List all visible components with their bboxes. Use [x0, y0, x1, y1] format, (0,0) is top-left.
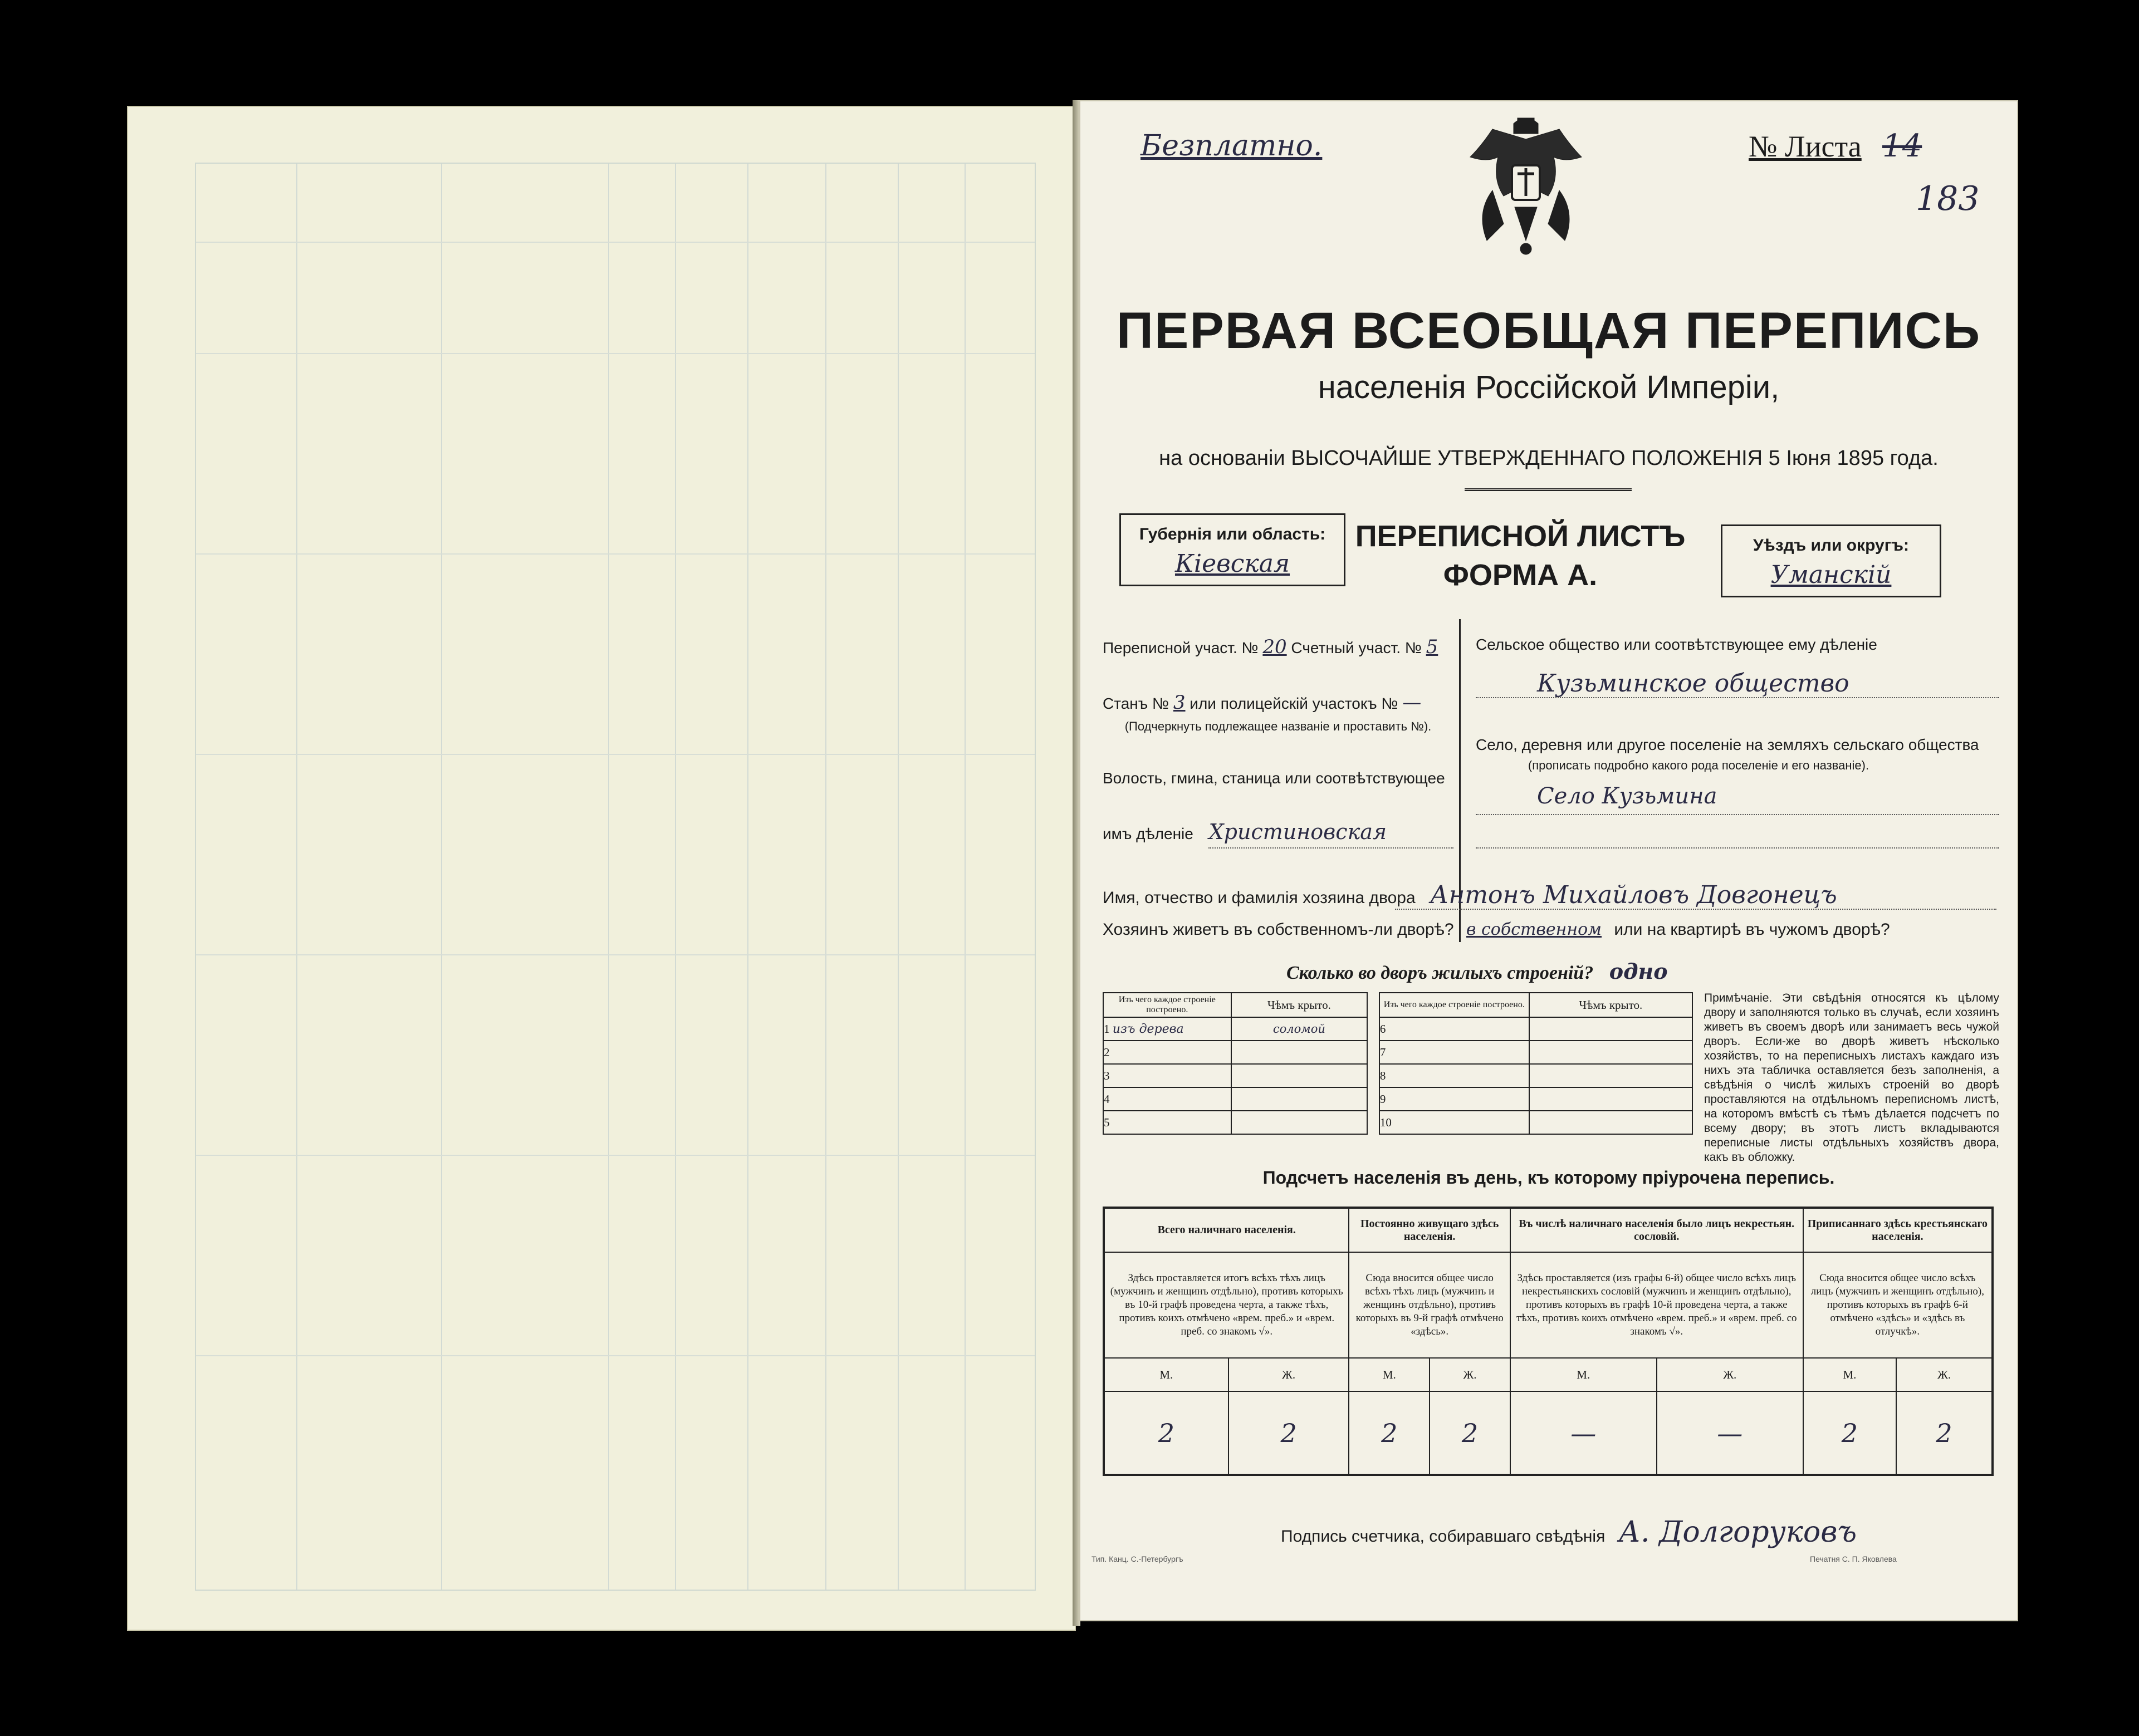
census-district-row — [1103, 636, 1453, 658]
pop-col-desc: Сюда вносится общее число всѣхъ тѣхъ лицъ (мужчинъ и женщинъ отдѣльно), противъ которыхъ въ 9-й графѣ отмѣчено «здѣсь». — [1349, 1252, 1510, 1358]
male-count: 2 — [1803, 1391, 1896, 1475]
owner-lives-row — [1103, 920, 1890, 939]
grid-line — [747, 164, 748, 1590]
grid-line — [196, 242, 1035, 243]
female-count: 2 — [1228, 1391, 1349, 1475]
roof-value — [1231, 1041, 1368, 1064]
owner-name-value: Антонъ Михайловъ Довгонецъ — [1430, 881, 1837, 909]
table-row — [1103, 1017, 1692, 1041]
rural-society-line — [1476, 697, 1999, 698]
buildings-row — [1286, 959, 1668, 984]
form-legal-basis: на основаніи ВЫСОЧАЙШЕ УТВЕРЖДЕННАГО ПОЛОЖЕНІЯ 5 Іюня 1895 года. — [1159, 447, 1939, 470]
province-box — [1119, 513, 1345, 586]
police-label: или полицейскій участокъ № — [1190, 695, 1398, 712]
sheet-number-value: 14 — [1882, 128, 1922, 164]
owner-name-line — [1395, 909, 1996, 910]
male-count: 2 — [1104, 1391, 1228, 1475]
pop-col-desc: Здѣсь проставляется итогъ всѣхъ тѣхъ лицъ (мужчинъ и женщинъ отдѣльно), противъ которыхъ въ 10-й графѣ проведена черта, а также тѣхъ, противъ коихъ отмѣчено «врем. преб.» и «врем. преб. со знакомъ √». — [1104, 1252, 1349, 1358]
district-box — [1721, 524, 1941, 597]
form-main-title: ПЕРВАЯ ВСЕОБЩАЯ ПЕРЕПИСЬ — [1116, 302, 1981, 359]
row-number: 8 — [1379, 1064, 1529, 1087]
stan-value: 3 — [1173, 692, 1186, 714]
buildings-table — [1103, 992, 1693, 1135]
census-district-value: 20 — [1262, 636, 1287, 658]
rural-society-label: Сельское общество или соотвѣтствующее ему дѣленіе — [1476, 636, 1877, 653]
district-value: Уманскій — [1770, 561, 1892, 589]
table-row — [1103, 1041, 1692, 1064]
roof-value — [1529, 1017, 1692, 1041]
female-count: 2 — [1430, 1391, 1510, 1475]
owner-name-label: Имя, отчество и фамилія хозяина двора — [1103, 889, 1416, 907]
grid-line — [675, 164, 676, 1590]
census-form-page — [1079, 100, 2018, 1621]
grid-line — [965, 164, 966, 1590]
grid-line — [196, 553, 1035, 555]
population-table — [1103, 1207, 1994, 1476]
village-line-2 — [1476, 847, 1999, 849]
stan-row — [1103, 692, 1453, 714]
owner-name-row — [1103, 881, 1837, 909]
grid-line — [296, 164, 297, 1590]
roof-value: соломой — [1231, 1017, 1368, 1041]
male-count: — — [1510, 1391, 1657, 1475]
grid-line — [608, 164, 609, 1590]
row-number: 9 — [1379, 1087, 1529, 1111]
table-gap — [1367, 1041, 1379, 1064]
volost-row — [1103, 820, 1453, 844]
table-gap — [1367, 1111, 1379, 1134]
pop-col-title: Постоянно живущаго здѣсь населенія. — [1349, 1208, 1510, 1252]
volost-label-2: имъ дѣленіе — [1103, 825, 1193, 842]
village-note: (прописать подробно какого рода поселеніе и его названіе). — [1528, 758, 1869, 772]
row-number: 1 — [1104, 1022, 1110, 1036]
left-page — [127, 106, 1076, 1631]
pop-col-desc: Сюда вносится общее число всѣхъ лицъ (мужчинъ и женщинъ отдѣльно), противъ которыхъ въ графѣ 6-й отмѣчено «здѣсь» и «здѣсь въ отлучкѣ». — [1803, 1252, 1993, 1358]
female-count: — — [1657, 1391, 1803, 1475]
row-number: 5 — [1103, 1111, 1231, 1134]
stan-note: (Подчеркнуть подлежащее названіе и проставить №). — [1124, 719, 1432, 733]
pop-col-title: Всего наличнаго населенія. — [1104, 1208, 1349, 1252]
archive-number: 183 — [1916, 179, 1980, 218]
female-label: Ж. — [1430, 1358, 1510, 1391]
volost-line — [1208, 847, 1453, 849]
table-gap — [1367, 1064, 1379, 1087]
form-sheet-title: ПЕРЕПИСНОЙ ЛИСТЪ — [1355, 519, 1686, 553]
grid-line — [196, 1155, 1035, 1156]
form-subtitle: населенія Россійской Имперіи, — [1318, 369, 1780, 405]
grid-line — [196, 754, 1035, 755]
district-label: Уѣздъ или округъ: — [1753, 536, 1910, 555]
male-label: М. — [1104, 1358, 1228, 1391]
female-label: Ж. — [1228, 1358, 1349, 1391]
roof-value — [1231, 1087, 1368, 1111]
table-gap — [1367, 1087, 1379, 1111]
ornamental-rule — [1465, 488, 1632, 491]
grid-line — [441, 164, 442, 1590]
col-material-right: Изъ чего каждое строеніе построено. — [1379, 993, 1529, 1017]
printer-mark-right: Печатня С. П. Яковлева — [1810, 1554, 1897, 1563]
row-number: 7 — [1379, 1041, 1529, 1064]
table-gap — [1367, 1017, 1379, 1041]
owner-lives-value: в собственном — [1466, 920, 1602, 939]
owner-lives-label: Хозяинъ живетъ въ собственномъ-ли дворѣ? — [1103, 920, 1454, 939]
male-label: М. — [1510, 1358, 1657, 1391]
village-line-1 — [1476, 814, 1999, 815]
imperial-eagle-emblem — [1459, 112, 1593, 263]
female-label: Ж. — [1657, 1358, 1803, 1391]
population-heading: Подсчетъ населенія въ день, къ которому пріурочена перепись. — [1262, 1168, 1835, 1188]
roof-value — [1529, 1111, 1692, 1134]
counting-district-label: Счетный участ. № — [1291, 639, 1422, 656]
signature-label: Подпись счетчика, собиравшаго свѣдѣнія — [1281, 1527, 1606, 1546]
grid-line — [196, 1355, 1035, 1356]
grid-line — [825, 164, 826, 1590]
female-count: 2 — [1896, 1391, 1993, 1475]
province-value: Кіевская — [1174, 550, 1290, 578]
signature-row — [1281, 1516, 1857, 1549]
col-roof-left: Чѣмъ крыто. — [1231, 993, 1368, 1017]
free-label: Безплатно. — [1141, 129, 1323, 163]
volost-value: Христиновская — [1208, 820, 1387, 844]
pop-col-title: Приписаннаго здѣсь крестьянскаго населенія. — [1803, 1208, 1993, 1252]
female-label: Ж. — [1896, 1358, 1993, 1391]
census-district-label: Переписной участ. № — [1103, 639, 1259, 656]
row-number: 10 — [1379, 1111, 1529, 1134]
roof-value — [1529, 1087, 1692, 1111]
roof-value — [1529, 1064, 1692, 1087]
grid-line — [898, 164, 899, 1590]
village-value: Село Кузьмина — [1537, 783, 1717, 809]
row-number: 2 — [1103, 1041, 1231, 1064]
village-label: Село, деревня или другое поселеніе на земляхъ сельскаго общества — [1476, 736, 1979, 753]
buildings-value: одно — [1609, 959, 1668, 984]
rural-society-value: Кузьминское общество — [1537, 669, 1849, 698]
pop-col-desc: Здѣсь проставляется (изъ графы 6-й) общее число всѣхъ лицъ некрестьянскихъ сословій (мужчинъ и женщинъ отдѣльно), противъ которыхъ въ графѣ 10-й проведена черта, а также тѣхъ, противъ коихъ отмѣчено «врем. преб.» и «врем. преб. со знакомъ √». — [1510, 1252, 1803, 1358]
table-note: Примѣчаніе. Эти свѣдѣнія относятся къ цѣлому двору и заполняются только въ случаѣ, если хозяинъ живетъ въ своемъ дворѣ или занимаетъ весь чужой дворъ. Если-же во дворѣ живетъ нѣсколько хозяйствъ, то на переписныхъ листахъ каждаго изъ нихъ эта табличка оставляется безъ заполненія, а свѣдѣнія о числѣ жилыхъ строеній во дворѣ проставляются на отдѣльномъ переписномъ листѣ, на которомъ вмѣстѣ съ тѣмъ дѣлается подсчетъ по всему двору; въ этотъ листъ вкладываются переписные листы отдѣльныхъ хозяйствъ двора, какъ въ обложку. — [1704, 992, 1999, 1164]
roof-value — [1231, 1064, 1368, 1087]
buildings-label: Сколько во дворъ жилыхъ строеній? — [1286, 963, 1594, 983]
volost-label: Волость, гмина, станица или соотвѣтствующее — [1103, 769, 1445, 787]
table-row — [1103, 1087, 1692, 1111]
grid-line — [196, 353, 1035, 354]
row-number: 6 — [1379, 1022, 1386, 1036]
grid-line — [196, 954, 1035, 955]
police-value: — — [1402, 692, 1422, 714]
owner-lives-alt-label: или на квартирѣ въ чужомъ дворѣ? — [1614, 920, 1890, 939]
faint-table-grid — [195, 163, 1036, 1591]
col-material-left: Изъ чего каждое строеніе построено. — [1103, 993, 1231, 1017]
signature-value: А. Долгоруковъ — [1618, 1516, 1857, 1549]
male-count: 2 — [1349, 1391, 1430, 1475]
sheet-number-label: № Листа — [1749, 130, 1862, 163]
material-value: изъ дерева — [1112, 1022, 1184, 1036]
province-label: Губернія или область: — [1139, 525, 1326, 543]
table-row — [1103, 1064, 1692, 1087]
table-gap — [1367, 993, 1379, 1017]
table-row — [1103, 1111, 1692, 1134]
roof-value — [1529, 1041, 1692, 1064]
form-sheet-subtitle: ФОРМА А. — [1443, 558, 1598, 592]
roof-value — [1231, 1111, 1368, 1134]
counting-district-value: 5 — [1426, 636, 1438, 658]
col-roof-right: Чѣмъ крыто. — [1529, 993, 1692, 1017]
male-label: М. — [1803, 1358, 1896, 1391]
stan-label: Станъ № — [1103, 695, 1169, 712]
printer-mark-left: Тип. Канц. С.-Петербургъ — [1091, 1554, 1183, 1563]
row-number: 4 — [1103, 1087, 1231, 1111]
pop-col-title: Въ числѣ наличнаго населенія было лицъ некрестьян. сословій. — [1510, 1208, 1803, 1252]
male-label: М. — [1349, 1358, 1430, 1391]
row-number: 3 — [1103, 1064, 1231, 1087]
